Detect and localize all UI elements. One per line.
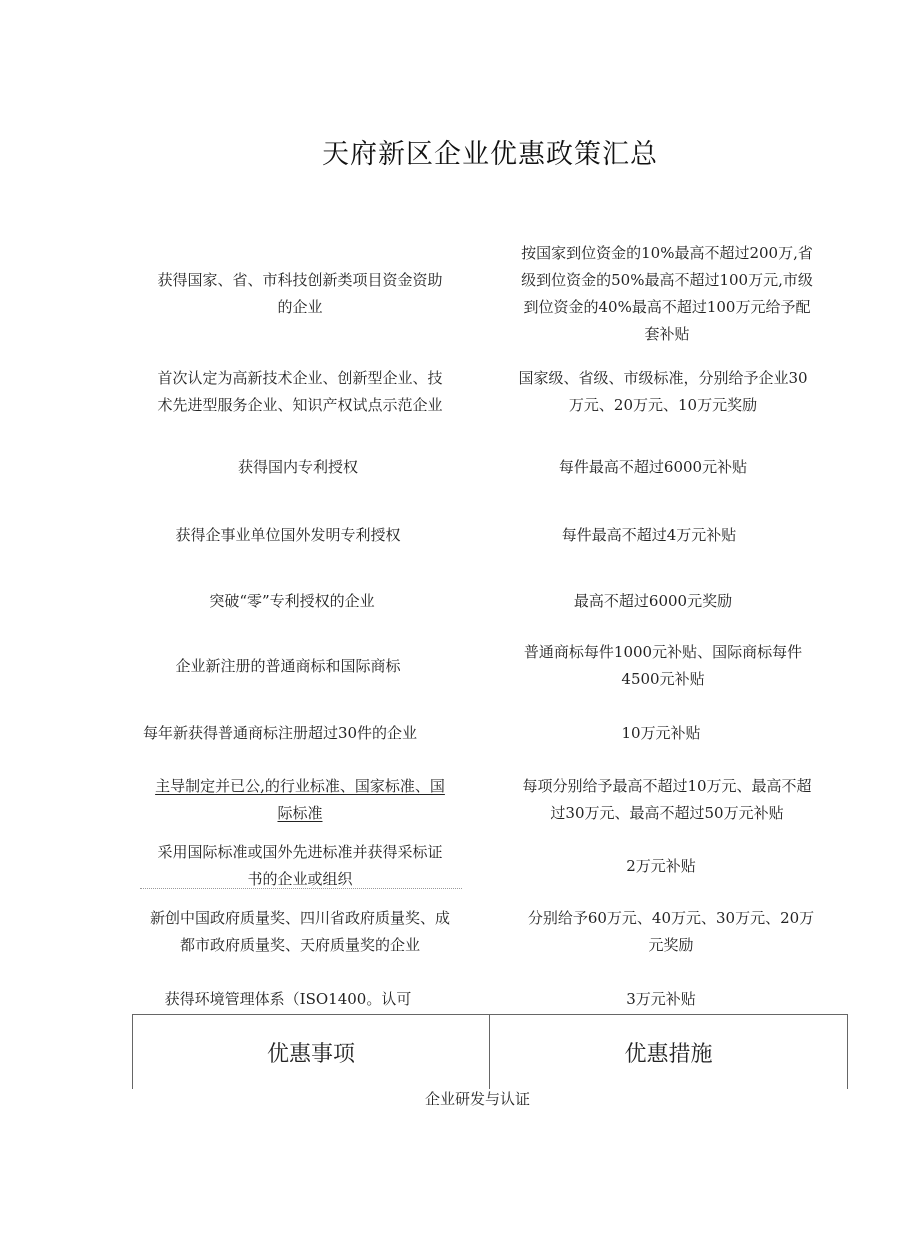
- policy-row: [0, 350, 920, 434]
- policy-row: [0, 984, 920, 1014]
- header-measure: 优惠措施: [490, 1015, 848, 1089]
- policy-item: [140, 904, 460, 960]
- policy-item-text: 新创中国政府质量奖、四川省政府质量奖、成都市政府质量奖、天府质量奖的企业: [150, 909, 451, 954]
- policy-measure: [512, 240, 822, 348]
- policy-measure-text: 分别给予60万元、40万元、30万元、20万元奖励: [527, 909, 815, 954]
- policy-measure-text: 按国家到位资金的10%最高不超过200万,省级到位资金的50%最高不超过100万元,市级到位资金的40%最高不超过100万元给予配套补贴: [521, 244, 813, 343]
- policy-measure-text: 每件最高不超过6000元补贴: [558, 457, 748, 476]
- policy-measure-text: 每项分别给予最高不超过10万元、最高不超过30万元、最高不超过50万元补贴: [522, 777, 812, 822]
- policy-measure-text: 最高不超过6000元奖励: [573, 591, 733, 610]
- policy-item-text: 企业新注册的普通商标和国际商标: [175, 656, 401, 675]
- policy-measure-text: 10万元补贴: [621, 723, 701, 742]
- policy-item: [128, 984, 448, 1014]
- header-item: 优惠事项: [132, 1015, 490, 1089]
- policy-row: [0, 638, 920, 694]
- policy-item-text: 获得企事业单位国外发明专利授权: [175, 525, 401, 544]
- policy-item-text: 获得环境管理体系（ISO1400。认可: [164, 989, 412, 1008]
- section-title: 企业研发与认证: [424, 1090, 530, 1108]
- policy-item: [128, 520, 448, 550]
- policy-row: [0, 904, 920, 960]
- policy-item: [140, 240, 460, 348]
- policy-item: [140, 350, 460, 434]
- policy-measure: [506, 984, 816, 1014]
- policy-measure: [506, 838, 816, 894]
- policy-item: [128, 638, 448, 694]
- policy-measure-text: 2万元补贴: [626, 856, 696, 875]
- policy-measure: [498, 586, 808, 616]
- policy-item-text: 每年新获得普通商标注册超过30件的企业: [142, 723, 418, 742]
- policy-measure-text: 3万元补贴: [626, 989, 696, 1008]
- policy-row: [0, 452, 920, 482]
- policy-measure: [516, 904, 826, 960]
- policy-measure: [512, 772, 822, 828]
- policy-measure-text: 每件最高不超过4万元补贴: [561, 525, 737, 544]
- policy-item: [120, 718, 440, 748]
- policy-measure: [508, 638, 818, 694]
- policy-row: [0, 838, 920, 894]
- policy-item-text: 首次认定为高新技术企业、创新型企业、技术先进型服务企业、知识产权试点示范企业: [157, 369, 443, 414]
- table-header: [132, 1014, 848, 1089]
- policy-item-text: 主导制定并已公,的行业标准、国家标准、国际标准: [155, 777, 445, 822]
- policy-measure-text: 国家级、省级、市级标准，分别给予企业30万元、20万元、10万元奖励: [518, 369, 808, 414]
- policy-item-text: 获得国内专利授权: [237, 457, 358, 476]
- policy-item-text: 突破“零”专利授权的企业: [209, 591, 375, 610]
- policy-row: [0, 240, 920, 348]
- policy-measure: [506, 718, 816, 748]
- page-title: 天府新区企业优惠政策汇总: [322, 139, 658, 170]
- policy-item-text: 采用国际标准或国外先进标准并获得采标证书的企业或组织: [157, 843, 443, 888]
- policy-row: [0, 586, 920, 616]
- policy-item: [140, 772, 460, 828]
- policy-item: [138, 452, 458, 482]
- policy-measure-text: 普通商标每件1000元补贴、国际商标每件4500元补贴: [523, 643, 803, 688]
- policy-item-text: 获得国家、省、市科技创新类项目资金资助的企业: [157, 271, 443, 316]
- policy-row: [0, 772, 920, 828]
- policy-measure: [498, 452, 808, 482]
- policy-row: [0, 520, 920, 550]
- policy-measure: [508, 350, 818, 434]
- row-divider: [140, 888, 462, 889]
- policy-measure: [494, 520, 804, 550]
- policy-item: [140, 838, 460, 894]
- policy-item: [132, 586, 452, 616]
- policy-row: [0, 718, 920, 748]
